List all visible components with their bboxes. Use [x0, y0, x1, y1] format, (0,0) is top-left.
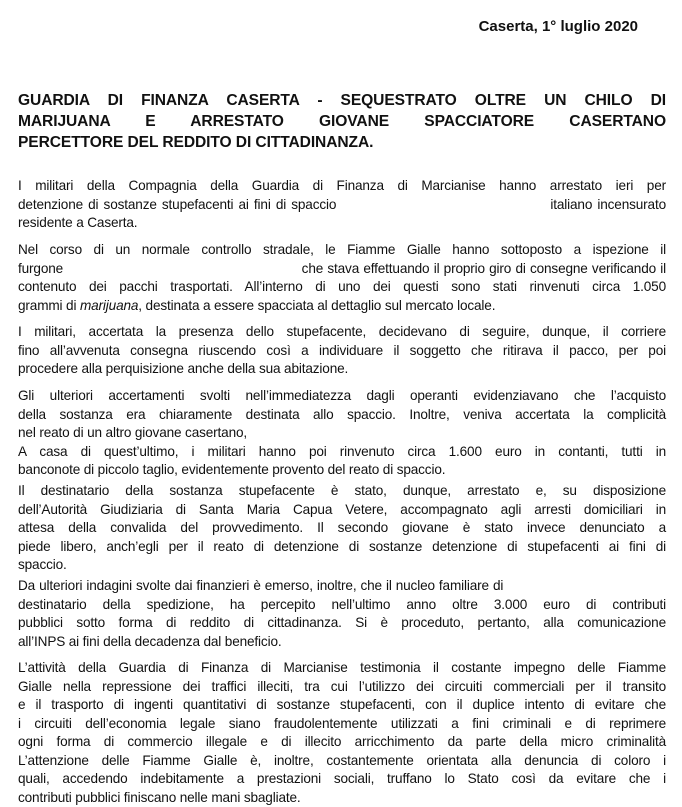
text-line: dell’Autorità Giudiziaria di Santa Maria Capua Vetere, accompagnato agli arresti domiciliari in [18, 501, 666, 520]
text-line: della sostanza era chiaramente destinata allo spaccio. Inoltre, veniva accertata la complicità [18, 406, 666, 425]
text-line [18, 196, 666, 215]
text-line: attesa della convalida del provvedimento. Il secondo giovane è stato invece denunciato a [18, 519, 666, 538]
text-line: L’attenzione delle Fiamme Gialle è, inoltre, costantemente orientata alla denuncia di coloro i [18, 752, 666, 771]
paragraph-inspection [18, 241, 666, 315]
text-line: all’INPS ai fini della decadenza dal beneficio. [18, 633, 666, 652]
text-line: e il trasporto di ingenti quantitativi di sostanze stupefacenti, con il duplice intento di evitare che [18, 696, 666, 715]
text-segment: grammi di [18, 298, 80, 313]
paragraph-citizenship-income [18, 577, 666, 651]
text-line: Il destinatario della sostanza stupefacente è stato, dunque, arrestato e, su disposizione [18, 482, 666, 501]
text-line: quali, accedendo indebitamente a prestazioni sociali, truffano lo Stato così da evitare che i [18, 770, 666, 789]
text-line [18, 297, 666, 316]
text-line: I militari della Compagnia della Guardia di Finanza di Marcianise hanno arrestato ieri per [18, 177, 666, 196]
text-line: A casa di quest’ultimo, i militari hanno poi rinvenuto circa 1.600 euro in contanti, tutti in [18, 443, 666, 462]
text-line [18, 260, 666, 279]
text-line: pubblici sotto forma di reddito di cittadinanza. Si è proceduto, pertanto, alla comunicazione [18, 614, 666, 633]
text-line: L’attività della Guardia di Finanza di Marcianise testimonia il costante impegno delle Fiamme [18, 659, 666, 678]
paragraph-conclusion [18, 659, 666, 807]
headline-line: PERCETTORE DEL REDDITO DI CITTADINANZA. [18, 132, 666, 153]
headline-line: GUARDIA DI FINANZA CASERTA - SEQUESTRATO OLTRE UN CHILO DI [18, 90, 666, 111]
dateline: Caserta, 1° luglio 2020 [479, 18, 638, 35]
headline [18, 90, 666, 153]
paragraph-arrest-outcome [18, 482, 666, 575]
text-line: contributi pubblici finiscano nelle mani sbagliate. [18, 789, 666, 807]
text-line: nel reato di un altro giovane casertano, [18, 424, 666, 443]
text-line: Nel corso di un normale controllo stradale, le Fiamme Gialle hanno sottoposto a ispezione il [18, 241, 666, 260]
text-line: destinatario della spedizione, ha percepito nell’ultimo anno oltre 3.000 euro di contributi [18, 596, 666, 615]
text-line: spaccio. [18, 556, 666, 575]
text-segment: italiano incensurato [550, 196, 666, 215]
text-line: Gialle nella repressione dei traffici illeciti, tra cui l’utilizzo dei circuiti commerciali per il transito [18, 678, 666, 697]
text-segment: che stava effettuando il proprio giro di consegne verificando il [302, 260, 666, 279]
text-segment: , destinata a essere spacciata al dettaglio sul mercato locale. [138, 298, 495, 313]
italic-term: marijuana [80, 298, 138, 313]
text-line: I militari, accertata la presenza dello stupefacente, decidevano di seguire, dunque, il corriere [18, 323, 666, 342]
text-line: banconote di piccolo taglio, evidentemente provento del reato di spaccio. [18, 461, 666, 480]
text-line: Gli ulteriori accertamenti svolti nell’immediatezza dagli operanti evidenziavano che l’acquisto [18, 387, 666, 406]
text-line: fino all’avvenuta consegna riuscendo così a individuare il soggetto che ritirava il pacco, per poi [18, 342, 666, 361]
text-line: Da ulteriori indagini svolte dai finanzieri è emerso, inoltre, che il nucleo familiare di [18, 577, 666, 596]
text-line: piede libero, anch’egli per il reato di detenzione di sostanze detenzione di stupefacenti ai fini di [18, 538, 666, 557]
headline-line: MARIJUANA E ARRESTATO GIOVANE SPACCIATORE CASERTANO [18, 111, 666, 132]
paragraph-arrest [18, 177, 666, 233]
text-line: i circuiti dell’economia legale siano fraudolentemente utilizzati a fini criminali e di reprimere [18, 715, 666, 734]
paragraph-investigations [18, 387, 666, 480]
text-line: contenuto dei pacchi trasportati. All’interno di uno dei questi sono stati rinvenuti circa 1.050 [18, 278, 666, 297]
text-line: residente a Caserta. [18, 214, 666, 233]
text-line: procedere alla perquisizione anche della sua abitazione. [18, 360, 666, 379]
text-segment: furgone [18, 260, 63, 279]
paragraph-follow [18, 323, 666, 379]
text-line: ogni forma di commercio illegale e di illecito arricchimento da parte della micro criminalità [18, 733, 666, 752]
text-segment: detenzione di sostanze stupefacenti ai fini di spaccio [18, 196, 336, 215]
